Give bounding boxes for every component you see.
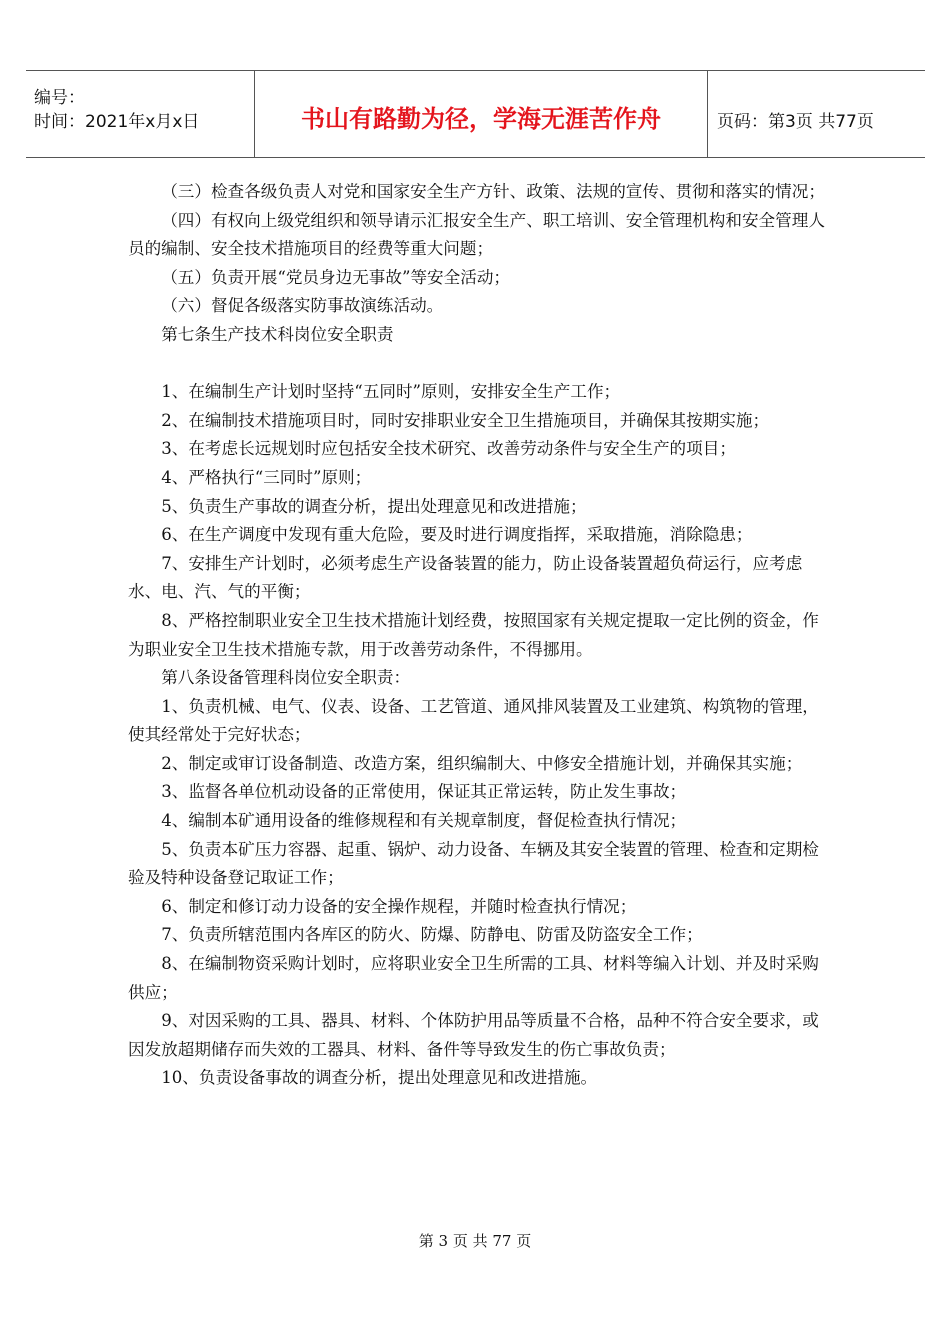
body-paragraph: 2、制定或审订设备制造、改造方案，组织编制大、中修安全措施计划，并确保其实施；: [161, 753, 803, 773]
body-paragraph: 6、制定和修订动力设备的安全操作规程，并随时检查执行情况；: [161, 896, 637, 916]
body-paragraph: 第七条生产技术科岗位安全职责: [161, 324, 394, 344]
page-footer: 第 3 页 共 77 页: [418, 1232, 532, 1250]
document-time-label: 时间：2021年x月x日: [34, 112, 200, 132]
body-paragraph: 5、负责本矿压力容器、起重、锅炉、动力设备、车辆及其安全装置的管理、检查和定期检验及特种设备登记取证工作；: [128, 839, 819, 888]
body-paragraph: （四）有权向上级党组织和领导请示汇报安全生产、职工培训、安全管理机构和安全管理人员的编制、安全技术措施项目的经费等重大问题；: [128, 210, 825, 259]
blank-line: [128, 350, 828, 379]
body-paragraph: 10、负责设备事故的调查分析，提出处理意见和改进措施。: [161, 1068, 598, 1088]
header-motto: 书山有路勤为径，学海无涯苦作舟: [301, 105, 661, 133]
body-paragraph: 8、在编制物资采购计划时，应将职业安全卫生所需的工具、材料等编入计划、并及时采购供应；: [128, 954, 819, 1002]
body-paragraph: 3、监督各单位机动设备的正常使用，保证其正常运转，防止发生事故；: [161, 782, 687, 802]
body-paragraph: 6、在生产调度中发现有重大危险，要及时进行调度指挥，采取措施，消除隐患；: [161, 525, 753, 545]
body-paragraph: （三）检查各级负责人对党和国家安全生产方针、政策、法规的宣传、贯彻和落实的情况；: [161, 182, 825, 201]
body-paragraph: 8、严格控制职业安全卫生技术措施计划经费，按照国家有关规定提取一定比例的资金，作为职业安全卫生技术措施专款，用于改善劳动条件，不得挪用。: [128, 610, 819, 659]
body-paragraph: （五）负责开展“党员身边无事故”等安全活动；: [161, 267, 511, 287]
document-body: [128, 178, 828, 1093]
body-paragraph: 7、负责所辖范围内各库区的防火、防爆、防静电、防雷及防盗安全工作；: [161, 925, 703, 945]
body-paragraph: 9、对因采购的工具、器具、材料、个体防护用品等质量不合格，品种不符合安全要求，或因发放超期储存而失效的工器具、材料、备件等导致发生的伤亡事故负责；: [128, 1011, 819, 1059]
body-paragraph: 1、负责机械、电气、仪表、设备、工艺管道、通风排风装置及工业建筑、构筑物的管理，使其经常处于完好状态；: [128, 696, 819, 745]
body-paragraph: 2、在编制技术措施项目时，同时安排职业安全卫生措施项目，并确保其按期实施；: [161, 410, 770, 430]
body-paragraph: 7、安排生产计划时，必须考虑生产设备装置的能力，防止设备装置超负荷运行，应考虑水、电、汽、气的平衡；: [128, 553, 803, 602]
header-motto-cell: [254, 71, 708, 157]
header-page-label: 页码：第3页 共77页: [717, 112, 874, 132]
document-header: [26, 70, 925, 158]
body-paragraph: 1、在编制生产计划时坚持“五同时”原则，安排安全生产工作；: [161, 382, 621, 402]
document-number-label: 编号：: [34, 88, 85, 108]
header-page-cell: [707, 71, 925, 157]
header-meta-cell: [26, 71, 254, 157]
body-paragraph: 4、编制本矿通用设备的维修规程和有关规章制度，督促检查执行情况；: [161, 811, 687, 831]
body-paragraph: 4、严格执行“三同时”原则；: [161, 467, 372, 487]
body-paragraph: 3、在考虑长远规划时应包括安全技术研究、改善劳动条件与安全生产的项目；: [161, 439, 736, 459]
body-paragraph: 第八条设备管理科岗位安全职责：: [161, 668, 411, 688]
body-paragraph: 5、负责生产事故的调查分析，提出处理意见和改进措施；: [161, 496, 587, 516]
body-paragraph: （六）督促各级落实防事故演练活动。: [161, 296, 444, 316]
